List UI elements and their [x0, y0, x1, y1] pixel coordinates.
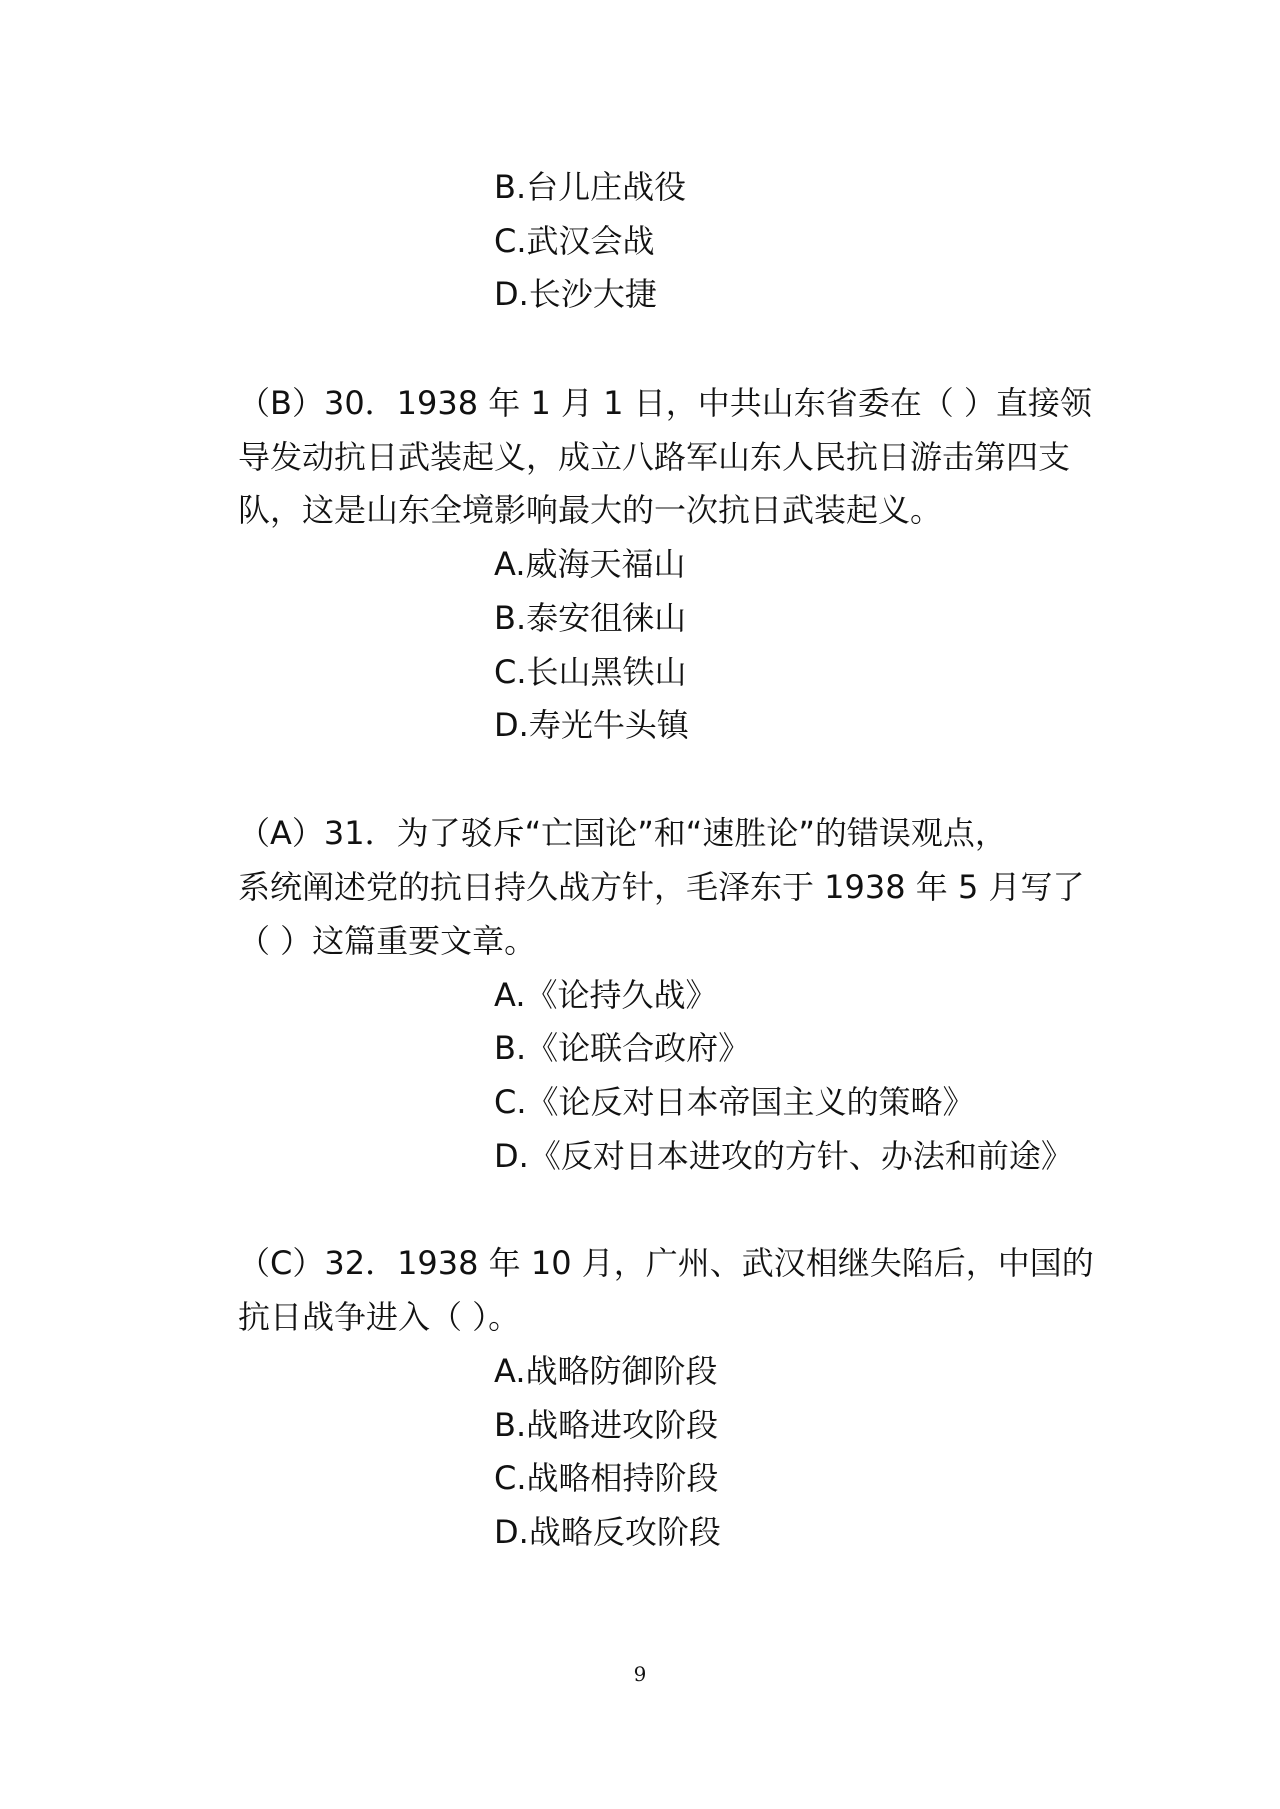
question-32-option-b: B.战略进攻阶段 — [494, 1406, 719, 1444]
option-c: C.武汉会战 — [494, 222, 655, 260]
question-32-option-d: D.战略反攻阶段 — [494, 1513, 721, 1551]
page-number: 9 — [633, 1662, 647, 1686]
question-32-option-a: A.战略防御阶段 — [494, 1352, 718, 1390]
question-31-option-a: A.《论持久战》 — [494, 976, 718, 1014]
question-30-option-a: A.威海天福山 — [494, 545, 686, 583]
question-32-option-c: C.战略相持阶段 — [494, 1459, 719, 1497]
question-30-line-2: 导发动抗日武装起义，成立八路军山东人民抗日游击第四支 — [238, 438, 1071, 476]
question-31-line-3: （ ）这篇重要文章。 — [238, 922, 537, 960]
option-d: D.长沙大捷 — [494, 275, 657, 313]
question-31-option-d: D.《反对日本进攻的方针、办法和前途》 — [494, 1137, 1073, 1175]
question-30-option-c: C.长山黑铁山 — [494, 653, 687, 691]
question-30-line-3: 队，这是山东全境影响最大的一次抗日武装起义。 — [238, 491, 943, 529]
question-31-line-1: （A）31．为了驳斥“亡国论”和“速胜论”的错误观点， — [238, 814, 1007, 852]
question-32-line-1: （C）32．1938 年 10 月，广州、武汉相继失陷后，中国的 — [238, 1244, 1094, 1282]
question-31-option-b: B.《论联合政府》 — [494, 1029, 751, 1067]
option-b: B.台儿庄战役 — [494, 168, 687, 206]
question-31-line-2: 系统阐述党的抗日持久战方针，毛泽东于 1938 年 5 月写了 — [238, 868, 1085, 906]
question-32-line-2: 抗日战争进入（ ）。 — [238, 1298, 521, 1336]
question-31-option-c: C.《论反对日本帝国主义的策略》 — [494, 1083, 975, 1121]
question-30-option-b: B.泰安徂徕山 — [494, 599, 687, 637]
question-30-option-d: D.寿光牛头镇 — [494, 706, 689, 744]
question-30-line-1: （B）30．1938 年 1 月 1 日，中共山东省委在（ ）直接领 — [238, 384, 1092, 422]
